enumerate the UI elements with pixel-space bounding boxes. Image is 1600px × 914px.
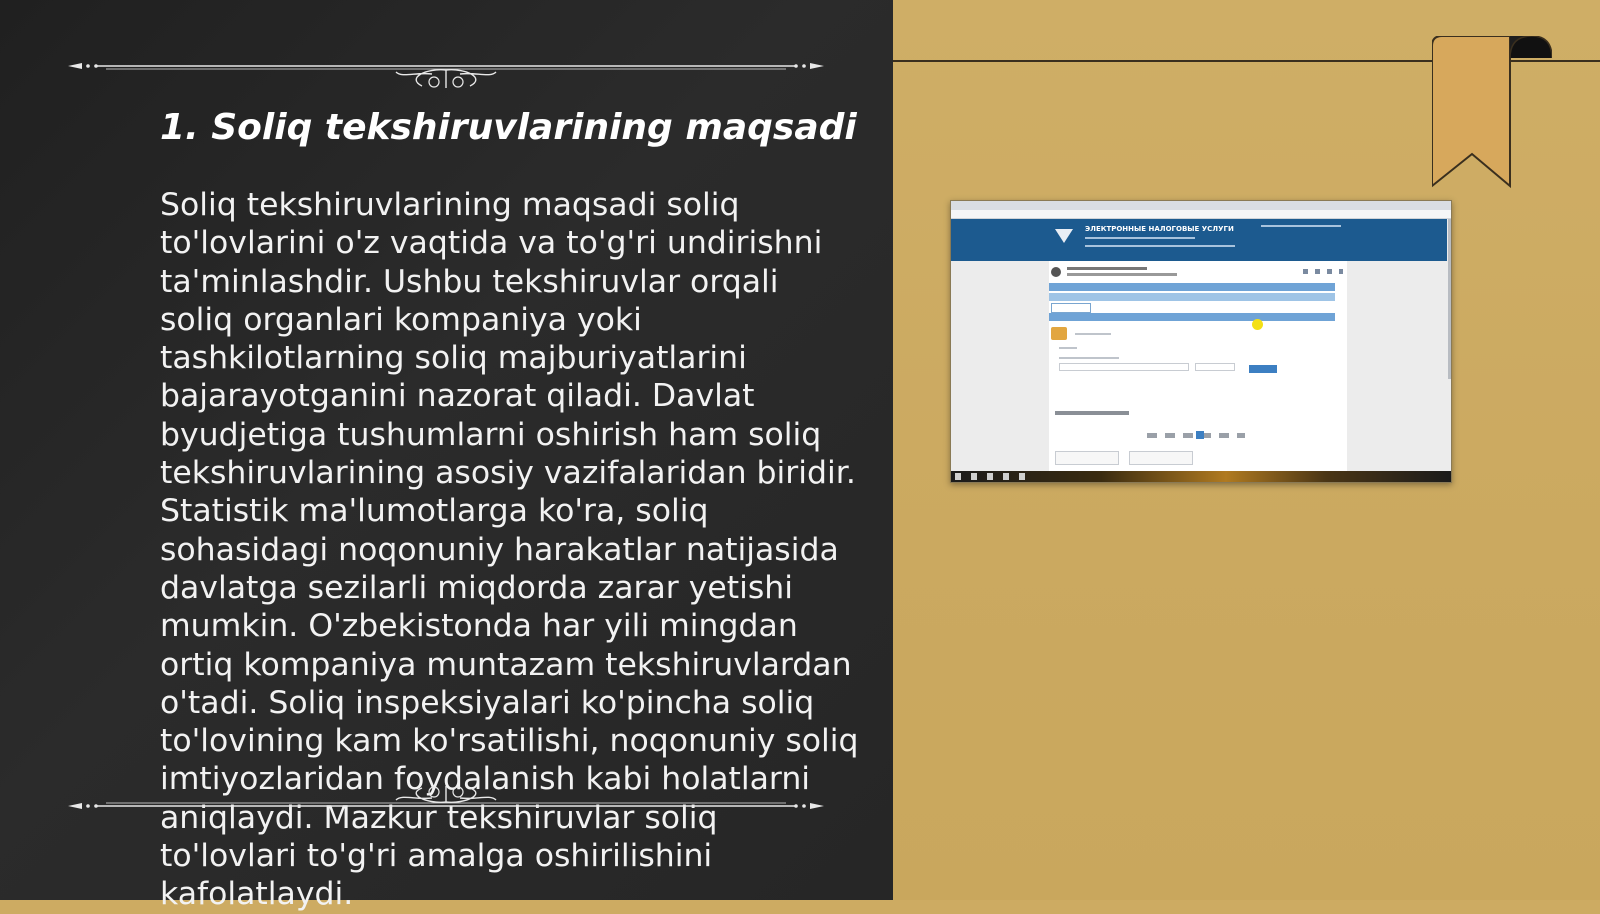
slide-body-text: Soliq tekshiruvlarining maqsadi soliq to'lovlarini o'z vaqtida va to'g'ri undirishni ta'minlashdir. Ushbu tekshiruvlar orqali soliq organlari kompaniya yoki tashkilotlarning soliq majburiyatlarini bajarayotganini nazorat qiladi. Davlat byudjetiga tushumlarni oshirish ham soliq tekshiruvlarining asosiy vazifalaridan biridir. Statistik ma'lumotlarga ko'ra, soliq sohasidagi noqonuniy harakatlar natijasida davlatga sezilarli miqdorda zarar yetishi mumkin. O'zbekistonda har yili mingdan ortiq kompaniya muntazam tekshiruvlardan o'tadi. Soliq inspeksiyalari ko'pincha soliq to'lovining kam ko'rsatilishi, noqonuniy soliq imtiyozlaridan foydalanish kabi holatlarni aniqlaydi. Mazkur tekshiruvlar soliq to'lovlari to'g'ri amalga oshirilishini kafolatlaydi.: [160, 187, 859, 913]
bottom-action-button: [1129, 451, 1193, 465]
cabinet-subtitle-line: [1067, 273, 1177, 276]
bottom-action-button: [1055, 451, 1119, 465]
form-date-from-field: [1195, 363, 1235, 371]
bookmark-ribbon: [1432, 36, 1552, 196]
ornament-divider-bottom: [66, 786, 826, 826]
header-subtitle-line: [1085, 237, 1195, 239]
page-scrollbar: [1448, 219, 1451, 379]
tax-portal-screenshot: [950, 200, 1452, 483]
service-menu-row-2: [1049, 293, 1335, 301]
service-menu-row-1: [1049, 283, 1335, 291]
form-label-line: [1059, 357, 1119, 359]
user-avatar-icon: [1051, 267, 1061, 277]
section-title-line: [1055, 411, 1129, 415]
cabinet-header: [1049, 265, 1347, 279]
cabinet-toolbar-icons: [1303, 269, 1343, 274]
site-title: ЭЛЕКТРОННЫЕ НАЛОГОВЫЕ УСЛУГИ: [1085, 225, 1234, 233]
service-menu-row-3: [1049, 313, 1335, 321]
header-nav-line: [1085, 245, 1235, 247]
form-heading-line: [1075, 333, 1111, 335]
cabinet-title-line: [1067, 267, 1147, 270]
service-menu-active-tab: [1051, 303, 1091, 313]
form-select-field: [1059, 363, 1189, 371]
taskbar-icons: [955, 473, 1035, 480]
pagination-active-page: [1196, 431, 1204, 439]
header-contacts-line: [1261, 225, 1341, 227]
browser-tab-bar: [951, 201, 1451, 210]
folder-icon: [1051, 327, 1067, 340]
form-label-line: [1059, 347, 1077, 349]
ornament-divider-top: [66, 48, 826, 88]
browser-address-bar: [951, 210, 1451, 219]
mouse-cursor-highlight: [1252, 319, 1263, 330]
slide-title: 1. Soliq tekshiruvlarining maqsadi: [160, 107, 857, 148]
form-search-button: [1249, 365, 1277, 373]
